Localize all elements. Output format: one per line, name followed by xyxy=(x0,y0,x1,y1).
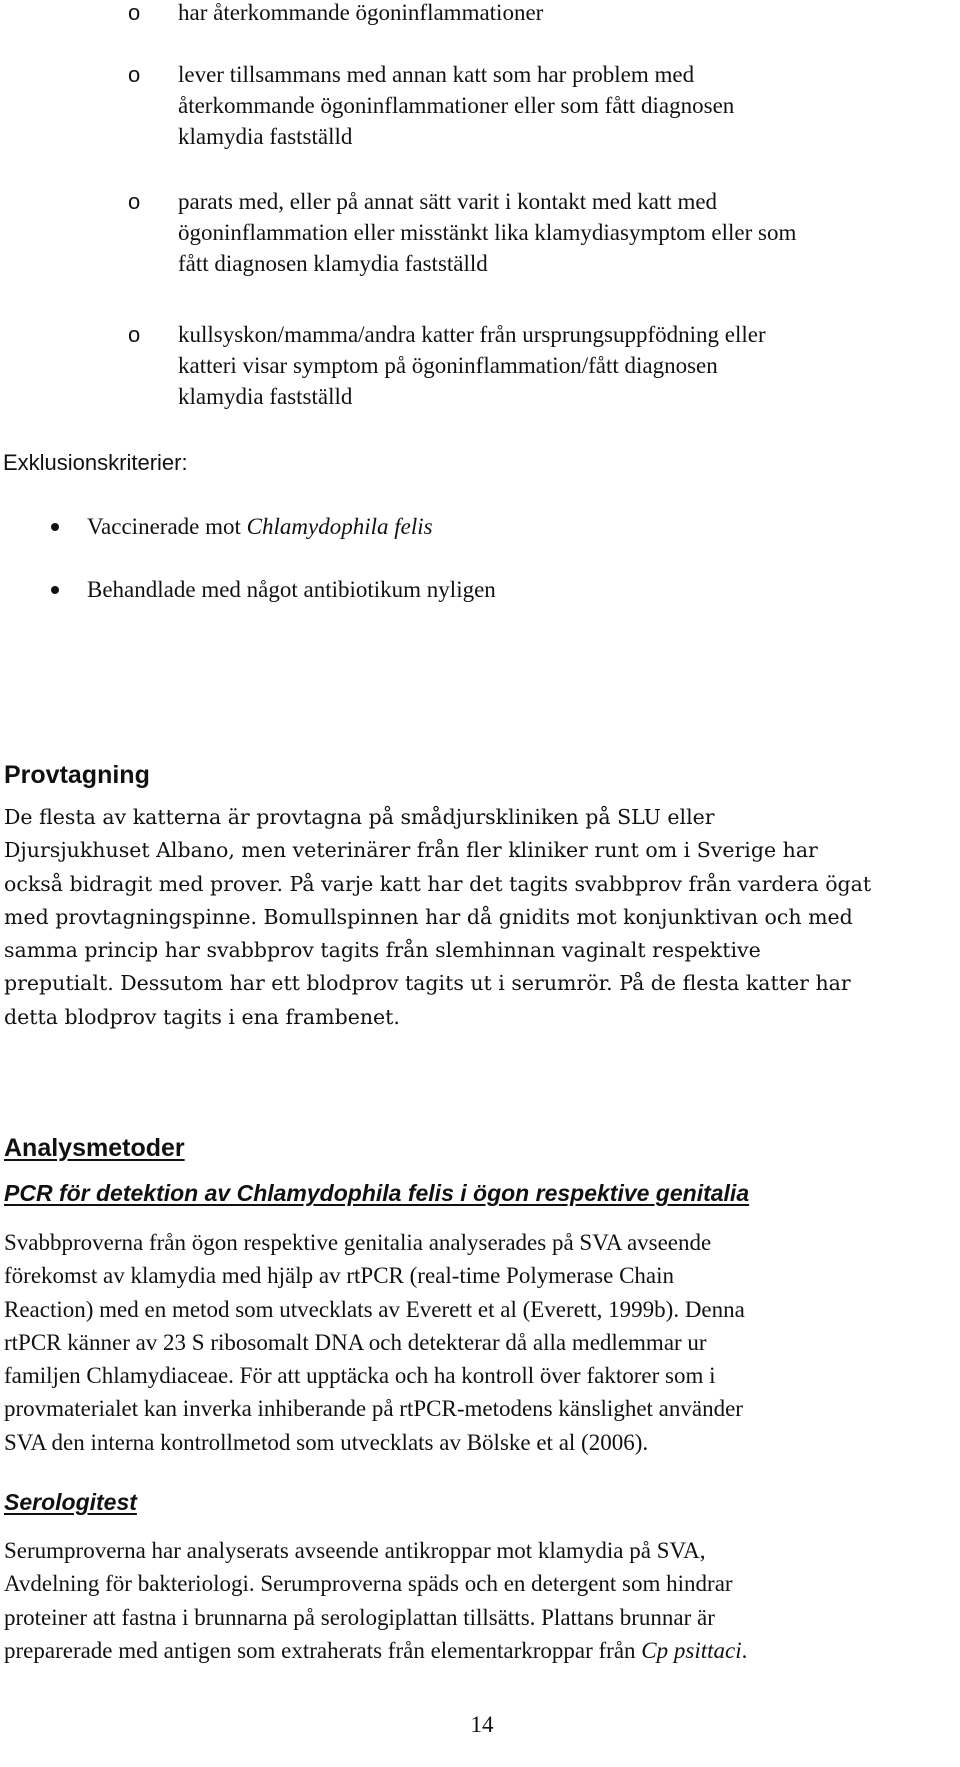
page-number: 14 xyxy=(470,1712,494,1737)
list-item-text xyxy=(178,0,938,28)
text-line: klamydia fastställd xyxy=(178,124,353,149)
serology-subheading: Serologitest xyxy=(4,1489,137,1515)
text-line: parats med, eller på annat sätt varit i kontakt med katt med xyxy=(178,189,718,214)
text-line: lever tillsammans med annan katt som har problem med xyxy=(178,62,695,87)
text-line: klamydia fastställd xyxy=(178,384,353,409)
list-marker: o xyxy=(128,189,141,214)
text-segment: Behandlade med något antibiotikum nyligen xyxy=(87,577,496,602)
serology-paragraph xyxy=(4,1534,954,1667)
list-marker: o xyxy=(128,0,141,25)
text-line: rtPCR känner av 23 S ribosomalt DNA och detekterar då alla medlemmar ur xyxy=(4,1329,707,1355)
list-item-text xyxy=(178,186,938,279)
exclusion-heading: Exklusionskriterier: xyxy=(3,450,188,475)
text-line: med provtagningspinne. Bomullspinnen har då gnidits mot konjunktivan och med xyxy=(4,904,853,929)
text-line: provmaterialet kan inverka inhiberande på rtPCR-metodens känslighet använder xyxy=(4,1396,743,1422)
text-line: fått diagnosen klamydia fastställd xyxy=(178,251,488,276)
text-segment: . xyxy=(741,1637,748,1663)
list-item-text xyxy=(87,511,433,542)
section-heading-provtagning: Provtagning xyxy=(4,761,150,789)
text-line: Reaction) med en metod som utvecklats av Everett et al (Everett, 1999b). Denna xyxy=(4,1296,745,1322)
text-line: Avdelning för bakteriologi. Serumproverna späds och en detergent som hindrar xyxy=(4,1571,733,1597)
text-line: Svabbproverna från ögon respektive genitalia analyserades på SVA avseende xyxy=(4,1230,712,1255)
text-line xyxy=(4,1634,954,1667)
text-line: kullsyskon/mamma/andra katter från ursprungsuppfödning eller xyxy=(178,322,766,347)
pcr-paragraph xyxy=(4,1226,954,1459)
text-line: Djursjukhuset Albano, men veterinärer från fler kliniker runt om i Sverige har xyxy=(4,838,818,863)
list-item-text xyxy=(178,319,938,412)
text-line: samma princip har svabbprov tagits från slemhinnan vaginalt respektive xyxy=(4,938,761,963)
text-line: familjen Chlamydiaceae. För att upptäcka och ha kontroll över faktorer som i xyxy=(4,1363,716,1389)
text-segment: Vaccinerade mot xyxy=(87,514,247,539)
text-line: förekomst av klamydia med hjälp av rtPCR (real-time Polymerase Chain xyxy=(4,1263,675,1289)
text-line: preputialt. Dessutom har ett blodprov tagits ut i serumrör. På de flesta katter har xyxy=(4,971,851,996)
section-heading-analysmetoder: Analysmetoder xyxy=(4,1134,185,1162)
text-line: SVA den interna kontrollmetod som utvecklats av Bölske et al (2006). xyxy=(4,1429,649,1455)
list-marker: o xyxy=(128,62,141,87)
text-line: detta blodprov tagits i ena frambenet. xyxy=(4,1004,400,1029)
text-line: också bidragit med prover. På varje katt har det tagits svabbprov från vardera ögat xyxy=(4,871,872,896)
italic-term: Chlamydophila felis xyxy=(246,514,433,539)
text-line: katteri visar symptom på ögoninflammation/fått diagnosen xyxy=(178,353,718,378)
bullet-icon xyxy=(51,586,59,594)
list-marker: o xyxy=(128,322,141,347)
bullet-icon xyxy=(51,523,59,531)
italic-term: Cp psittaci xyxy=(641,1637,742,1663)
text-line: De flesta av katterna är provtagna på smådjurskliniken på SLU eller xyxy=(4,805,715,829)
list-item-text xyxy=(87,574,496,605)
text-line: ögoninflammation eller misstänkt lika klamydiasymptom eller som xyxy=(178,220,797,245)
text-line: Serumproverna har analyserats avseende antikroppar mot klamydia på SVA, xyxy=(4,1538,706,1563)
provtagning-paragraph xyxy=(4,801,954,1034)
text-segment: preparerade med antigen som extraherats från elementarkroppar från xyxy=(4,1637,642,1663)
list-item-text xyxy=(178,59,938,152)
pcr-subheading: PCR för detektion av Chlamydophila felis i ögon respektive genitalia xyxy=(4,1180,750,1206)
text-line: återkommande ögoninflammationer eller som fått diagnosen xyxy=(178,93,735,118)
text-line: proteiner att fastna i brunnarna på serologiplattan tillsätts. Plattans brunnar är xyxy=(4,1604,715,1630)
text-line: har återkommande ögoninflammationer xyxy=(178,0,544,25)
